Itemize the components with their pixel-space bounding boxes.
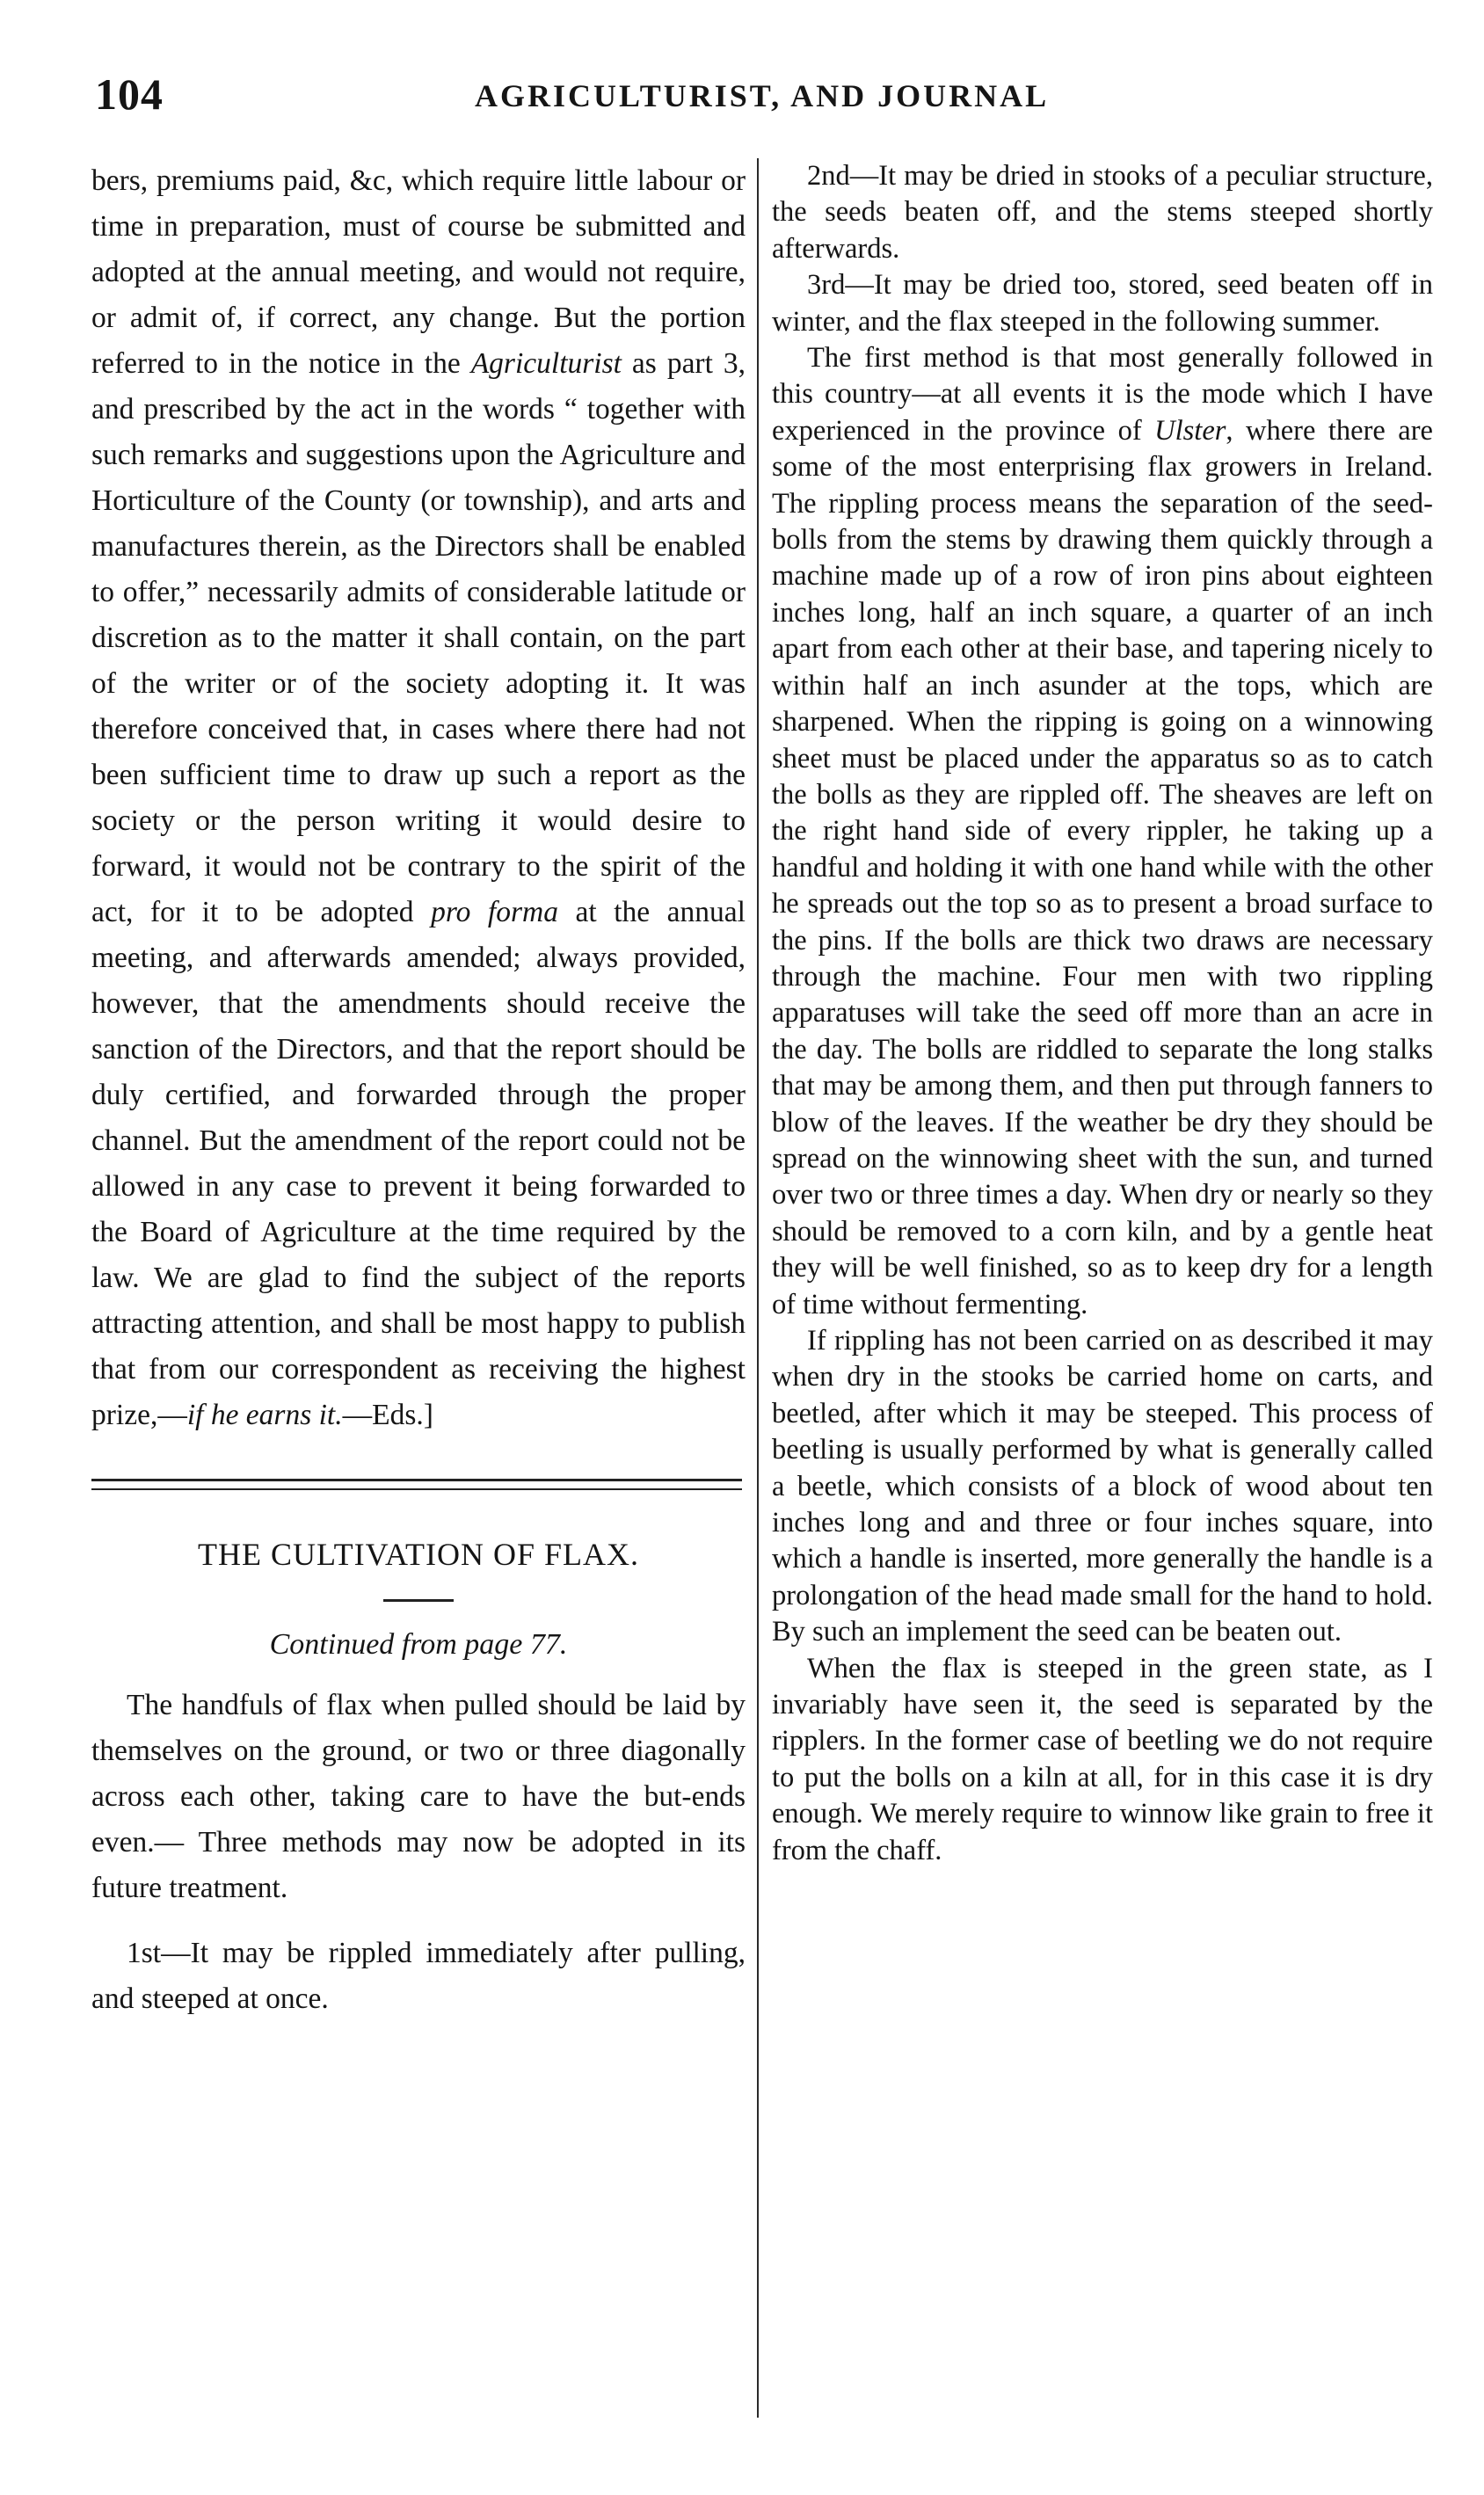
method-second-paragraph: 2nd—It may be dried in stooks of a peculiar structure, the seeds beaten off, and the stems steeped shortly afterwards.: [772, 160, 1433, 265]
method-first-paragraph: 1st—It may be rippled immediately after pulling, and steeped at once.: [91, 1937, 746, 2015]
page-header: [88, 69, 1433, 130]
editorial-paragraph: bers, premiums paid, &c, which require little labour or time in preparation, must of course be submitted and adopted at the annual meeting, and would not require, or admit of, if correct, any change. But the portion referred to in the notice in the Agriculturist as part 3, and prescribed by the act in the words “ together with such remarks and suggestions upon the Agriculture and Horticulture of the County (or township), and arts and manufactures therein, as the Directors shall be enabled to offer,” necessarily admits of considerable latitude or discretion as to the matter it shall contain, on the part of the writer or of the society adopting it. It was therefore conceived that, in cases where there had not been sufficient time to draw up such a report as the society or the person writing it would desire to forward, it would not be contrary to the spirit of the act, for it to be adopted pro forma at the annual meeting, and afterwards amended; always provided, however, that the amendments should receive the sanction of the Directors, and that the report should be duly certified, and forwarded through the proper channel. But the amendment of the report could not be allowed in any case to prevent it being forwarded to the Board of Agriculture at the time required by the law. We are glad to find the subject of the reports attracting attention, and shall be most happy to publish that from our correspondent as receiving the highest prize,—if he earns it.—Eds.]: [91, 164, 746, 1431]
page-number: 104: [95, 69, 164, 119]
paragraph-gap: [91, 1911, 746, 1931]
emphasis-phrase: if he earns it.: [186, 1399, 343, 1431]
column-rule: [757, 158, 759, 2418]
beetling-paragraph: If rippling has not been carried on as described it may when dry in the stooks be carried home on carts, and beetled, after which it may be steeped. This process of beetling is usually performed by what is generally called a beetle, which consists of a block of wood about ten inches long and and three or four inches square, into which a handle is inserted, more generally the handle is a prolongation of the head made small for the hand to hold. By such an implement the seed can be beaten out.: [772, 1325, 1433, 1648]
province-name: Ulster: [1154, 414, 1226, 447]
rippling-process-paragraph: The first method is that most generally followed in this country—at all events it is the mode which I have experienced in the province of Ulster, where there are some of the most enterprising flax growers in Ireland. The rippling process means the separation of the seed-bolls from the stems by drawing them quickly through a machine made up of a row of iron pins about eighteen inches long, half an inch square, a quarter of an inch apart from each other at their base, and tapering nicely to within half an inch asunder at the tops, which are sharpened. When the ripping is going on a winnowing sheet must be placed under the apparatus so as to catch the bolls as they are rippled off. The sheaves are left on the right hand side of every rippler, he taking up a handful and holding it with one hand while with the other he spreads out the top so as to present a broad surface to the pins. If the bolls are thick two draws are necessary through the machine. Four men with two rippling apparatuses will take the seed off more than an acre in the day. The bolls are riddled to separate the long stalks that may be among them, and then put through fanners to blow of the leaves. If the weather be dry they should be spread on the winnowing sheet with the sun, and turned over two or three times a day. When dry or nearly so they should be removed to a corn kiln, and by a gentle heat they will be well finished, so as to keep dry for a length of time without fermenting.: [772, 342, 1433, 1320]
editor-signature: —Eds.]: [342, 1399, 433, 1431]
title-rule: [383, 1599, 454, 1602]
latin-phrase: pro forma: [431, 896, 558, 928]
section-divider: [91, 1479, 742, 1490]
article-paragraph: The handfuls of flax when pulled should be laid by themselves on the ground, or two or three diagonally across each other, taking care to have the but-ends even.— Three methods may now be adopted in its future treatment.: [91, 1689, 746, 1904]
periodical-name: Agriculturist: [470, 347, 622, 380]
right-column: [772, 158, 1433, 1869]
article-title: THE CULTIVATION OF FLAX.: [197, 1537, 640, 1572]
continued-note: Continued from page 77.: [269, 1628, 568, 1661]
running-title: AGRICULTURIST, AND JOURNAL: [475, 78, 1050, 113]
left-column: [91, 158, 746, 2022]
steeping-paragraph: When the flax is steeped in the green state, as I invariably have seen it, the seed is separated by the ripplers. In the former case of beetling we do not require to put the bolls on a kiln at all, for in this case it is dry enough. We merely require to winnow like grain to free it from the chaff.: [772, 1652, 1433, 1866]
method-third-paragraph: 3rd—It may be dried too, stored, seed beaten off in winter, and the flax steeped in the following summer.: [772, 269, 1433, 338]
